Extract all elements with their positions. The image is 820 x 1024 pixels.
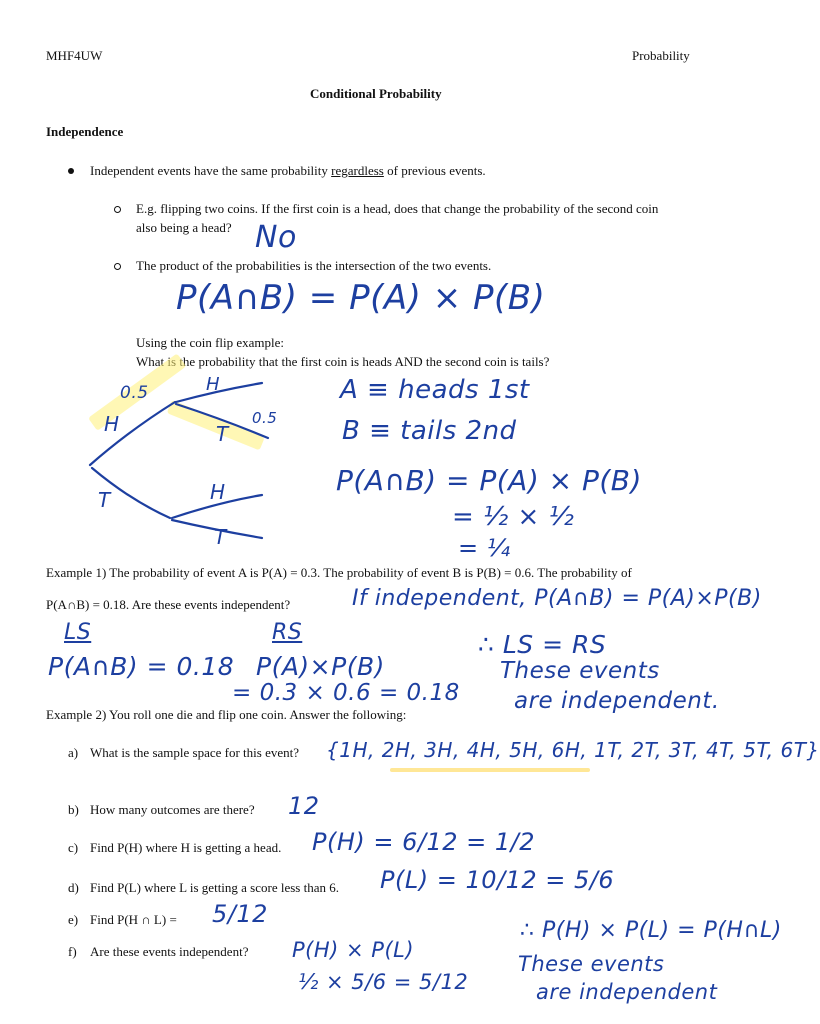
answer-c: P(H) = 6/12 = 1/2: [312, 828, 535, 856]
unit-name: Probability: [632, 48, 690, 63]
question-f-label: f): [68, 944, 77, 959]
product-rule-text: The product of the probabilities is the intersection of the two events.: [136, 258, 492, 273]
page-title: Conditional Probability: [310, 86, 442, 101]
course-code: MHF4UW: [46, 48, 103, 63]
tree-label-ht: T: [216, 422, 229, 446]
answer-e: 5/12: [212, 900, 268, 928]
example1-line1: Example 1) The probability of event A is P(A) = 0.3. The probability of event B is P(B) = 0.6. The probability of: [46, 565, 632, 580]
question-d-text: Find P(L) where L is getting a score less than 6.: [90, 880, 339, 895]
bullet-text-a: Independent events have the same probability: [90, 163, 332, 178]
tree-prob-second: 0.5: [252, 409, 278, 427]
ls-value: P(A∩B) = 0.18: [48, 652, 235, 681]
coin-calc-step: = ½ × ½: [452, 502, 575, 532]
question-b-label: b): [68, 802, 79, 817]
question-c-label: c): [68, 840, 79, 855]
tree-label-h: H: [104, 412, 120, 436]
definition-a: A ≡ heads 1st: [340, 375, 530, 405]
example2-intro: Example 2) You roll one die and flip one coin. Answer the following:: [46, 707, 407, 722]
tree-label-tt: T: [214, 525, 227, 549]
section-heading: Independence: [46, 124, 124, 139]
coin-question-line1: E.g. flipping two coins. If the first coin is a head, does that change the probability of the second coin: [136, 201, 659, 216]
answer-f-calc: ½ × 5/6 = 5/12: [298, 970, 469, 994]
coin-example-question: What is the probability that the first coin is heads AND the second coin is tails?: [136, 354, 550, 369]
rs-calc: = 0.3 × 0.6 = 0.18: [232, 680, 460, 706]
bullet-text-b: of previous events.: [383, 163, 486, 178]
question-a-text: What is the sample space for this event?: [90, 745, 300, 760]
underlined-word: regardless: [331, 163, 384, 178]
answer-f-conclusion-c: are independent: [536, 980, 718, 1004]
example1-conclusion-a: These events: [500, 658, 660, 684]
answer-d: P(L) = 10/12 = 5/6: [380, 866, 615, 894]
answer-a: {1H, 2H, 3H, 4H, 5H, 6H, 1T, 2T, 3T, 4T, 5T, 6T}: [326, 738, 820, 762]
question-e-text: Find P(H ∩ L) =: [90, 912, 177, 927]
coin-question-line2: also being a head?: [136, 220, 232, 235]
definition-b: B ≡ tails 2nd: [342, 416, 517, 446]
tree-branch-h: [90, 402, 175, 465]
ls-equals-rs: ∴ LS = RS: [478, 630, 607, 659]
answer-b: 12: [288, 792, 320, 820]
rs-label: RS: [272, 620, 303, 645]
coin-product-formula: P(A∩B) = P(A) × P(B): [336, 464, 642, 497]
coin-example-intro: Using the coin flip example:: [136, 335, 285, 350]
sample-space-highlight: [390, 768, 590, 772]
answer-f-conclusion-b: These events: [518, 952, 665, 976]
tree-label-t: T: [98, 488, 111, 512]
handwritten-product-formula: P(A∩B) = P(A) × P(B): [176, 278, 546, 318]
question-b-text: How many outcomes are there?: [90, 802, 255, 817]
ls-label: LS: [64, 620, 92, 645]
coin-calc-result: = ¼: [458, 534, 511, 562]
question-f-text: Are these events independent?: [90, 944, 249, 959]
answer-f: P(H) × P(L): [292, 938, 415, 962]
tree-prob-first: 0.5: [120, 383, 149, 403]
question-c-text: Find P(H) where H is getting a head.: [90, 840, 282, 855]
handwritten-answer-no: No: [255, 220, 297, 255]
example1-conclusion-b: are independent.: [514, 688, 720, 714]
example1-note: If independent, P(A∩B) = P(A)×P(B): [352, 586, 762, 611]
rs-value: P(A)×P(B): [256, 652, 385, 681]
question-e-label: e): [68, 912, 79, 927]
question-a-label: a): [68, 745, 79, 760]
example1-line2: P(A∩B) = 0.18. Are these events independent?: [46, 597, 291, 612]
tree-label-hh: H: [206, 374, 221, 395]
tree-label-th: H: [210, 480, 226, 504]
question-d-label: d): [68, 880, 79, 895]
answer-f-conclusion: ∴ P(H) × P(L) = P(H∩L): [520, 918, 782, 943]
